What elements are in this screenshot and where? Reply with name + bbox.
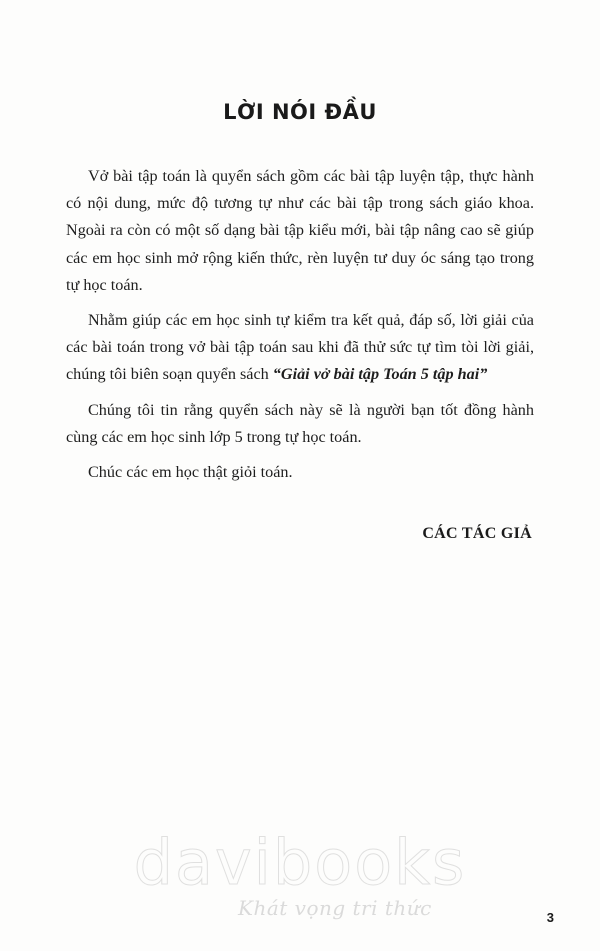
paragraph-3: Chúng tôi tin rằng quyển sách này sẽ là người bạn tốt đồng hành cùng các em học sinh lớp 5 trong tự học toán. [66,400,534,446]
authors-signature: CÁC TÁC GIẢ [422,525,532,542]
paragraph-2 [66,307,534,389]
preface-body [66,163,534,494]
watermark-slogan: Khát vọng tri thức [238,896,432,920]
page-title: LỜI NÓI ĐẦU [223,100,377,124]
watermark-brand: davibooks [133,826,467,899]
paragraph-4: Chúc các em học thật giỏi toán. [88,463,293,482]
paragraph-1: Vở bài tập toán là quyển sách gồm các bài tập luyện tập, thực hành có nội dung, mức độ tương tự như các bài tập trong sách giáo khoa. Ngoài ra còn có một số dạng bài tập kiểu mới, bài tập nâng cao sẽ giúp các em học sinh mở rộng kiến thức, rèn luyện tư duy óc sáng tạo trong tự học toán. [66,167,534,294]
paragraph-2-text: Nhằm giúp các em học sinh tự kiểm tra kết quả, đáp số, lời giải của các bài toán trong vở bài tập toán sau khi đã thử sức tự tìm tòi lời giải, chúng tôi biên soạn quyển sách [66,311,534,384]
watermark [0,826,600,920]
book-title-emphasis: “Giải vở bài tập Toán 5 tập hai” [272,365,488,384]
page-number: 3 [546,910,554,925]
